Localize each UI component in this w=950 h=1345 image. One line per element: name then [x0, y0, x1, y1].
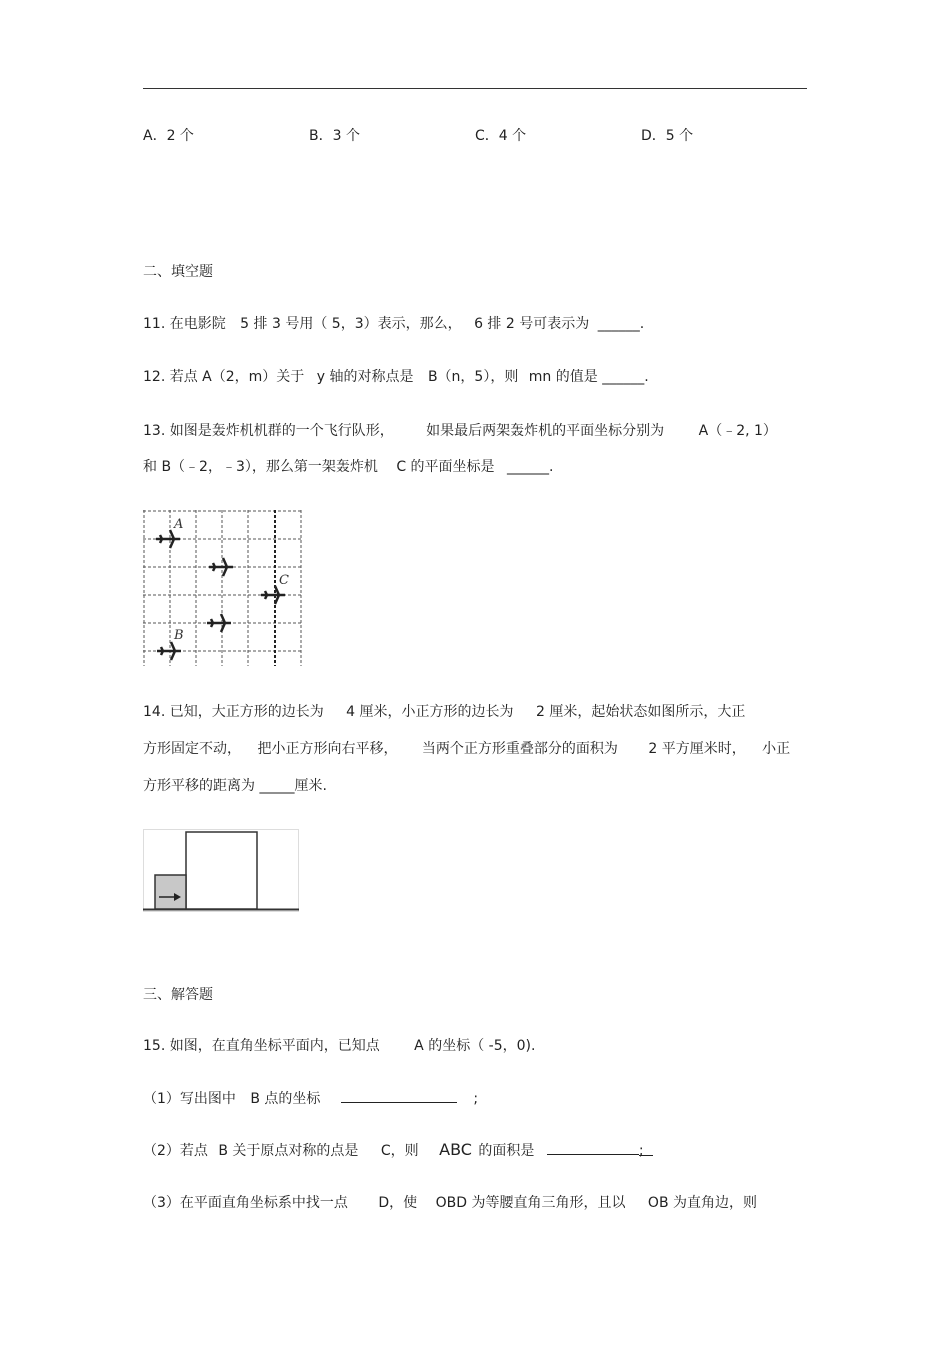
question-14-line-2 — [143, 739, 790, 759]
q14-l1-part-1: 14. 已知，大正方形的边长为 — [143, 704, 324, 720]
q15-sub2-abc: ABC — [439, 1140, 472, 1159]
q11-answer-blank: ______. — [597, 316, 645, 332]
question-14-line-3: 方形平移的距离为 _____厘米. — [143, 778, 327, 794]
squares-figure — [143, 829, 299, 912]
q15-sub2-part-2: B 关于原点对称的点是 — [218, 1143, 359, 1159]
q15-sub3-part-2: D，使 — [378, 1195, 418, 1211]
q15-sub3-part-4: OB 为直角边，则 — [647, 1195, 757, 1211]
q14-l2-part-5: 小正 — [762, 741, 791, 757]
section-2-title: 二、填空题 — [143, 264, 213, 280]
q15-sub3-part-1: （3）在平面直角坐标系中找一点 — [143, 1195, 348, 1211]
q13-l1-part-2: 如果最后两架轰炸机的平面坐标分别为 — [426, 423, 665, 439]
q15-sub2-part-5: 的面积是 — [478, 1143, 535, 1159]
q13-l1-part-1: 13. 如图是轰炸机机群的一个飞行队形， — [143, 423, 394, 439]
q14-l2-part-2: 把小正方形向右平移， — [257, 741, 398, 757]
question-13-line-2 — [143, 457, 553, 477]
q13-l1-part-3: A（﹣2, 1） — [698, 423, 777, 439]
q14-l1-part-2: 4 厘米，小正方形的边长为 — [346, 704, 514, 720]
q13-l2-part-2: C 的平面坐标是 — [396, 459, 495, 475]
q15-sub1-part-1: （1）写出图中 — [143, 1091, 236, 1107]
q12-part-3: B（n，5），则 — [427, 369, 519, 385]
q12-part-4: mn 的值是 ______. — [528, 369, 649, 385]
q15-sub2-part-3: C，则 — [380, 1143, 419, 1159]
q13-l2-part-3: ______. — [507, 459, 554, 475]
q11-part-3: 6 排 2 号可表示为 — [474, 316, 590, 332]
q15-part-2: A 的坐标（ -5，0). — [414, 1038, 536, 1054]
q15-sub-1 — [143, 1088, 478, 1109]
q15-sub2-answer-blank — [547, 1140, 639, 1155]
header-rule — [143, 88, 807, 89]
label-b: B — [174, 628, 184, 643]
q11-part-2: 5 排 3 号用（ 5，3）表示，那么， — [240, 316, 462, 332]
q14-l2-part-4: 2 平方厘米时， — [648, 741, 746, 757]
plane-2-icon — [209, 558, 233, 576]
q15-sub2-part-6: ; — [639, 1141, 653, 1156]
q11-part-1: 11. 在电影院 — [143, 316, 226, 332]
question-11 — [143, 314, 644, 334]
small-square — [155, 875, 186, 909]
q15-sub1-answer-blank — [341, 1088, 457, 1103]
q15-sub1-part-3: ; — [473, 1091, 479, 1107]
plane-a-icon — [156, 530, 180, 548]
q15-part-1: 15. 如图，在直角坐标平面内，已知点 — [143, 1038, 380, 1054]
q14-l1-part-3: 2 厘米，起始状态如图所示，大正 — [535, 704, 746, 720]
option-d: D．5 个 — [641, 128, 694, 144]
q12-part-1: 12. 若点 A（2，m）关于 — [143, 369, 305, 385]
plane-4-icon — [207, 614, 231, 632]
option-c: C．4 个 — [475, 128, 527, 144]
option-b: B．3 个 — [309, 128, 360, 144]
q14-l2-part-3: 当两个正方形重叠部分的面积为 — [421, 741, 618, 757]
q13-l2-part-1: 和 B（﹣2，﹣3），那么第一架轰炸机 — [143, 459, 378, 475]
question-15 — [143, 1036, 535, 1056]
q15-sub3-part-3: OBD 为等腰直角三角形，且以 — [435, 1195, 626, 1211]
bomber-formation-figure — [143, 510, 303, 666]
q15-sub-2 — [143, 1140, 653, 1161]
q15-sub-3 — [143, 1193, 757, 1213]
plane-b-icon — [157, 642, 181, 660]
large-square — [186, 832, 257, 909]
q15-sub1-part-2: B 点的坐标 — [250, 1091, 321, 1107]
section-3-title: 三、解答题 — [143, 987, 213, 1003]
q14-l2-part-1: 方形固定不动， — [143, 741, 241, 757]
q12-part-2: y 轴的对称点是 — [316, 369, 414, 385]
plane-c-icon — [261, 586, 285, 604]
q15-sub2-part-1: （2）若点 — [143, 1143, 208, 1159]
option-a: A．2 个 — [143, 128, 194, 144]
label-a: A — [174, 517, 184, 532]
question-14-line-1 — [143, 702, 745, 722]
question-13-line-1 — [143, 421, 777, 441]
label-c: C — [279, 573, 289, 588]
question-12 — [143, 367, 649, 387]
